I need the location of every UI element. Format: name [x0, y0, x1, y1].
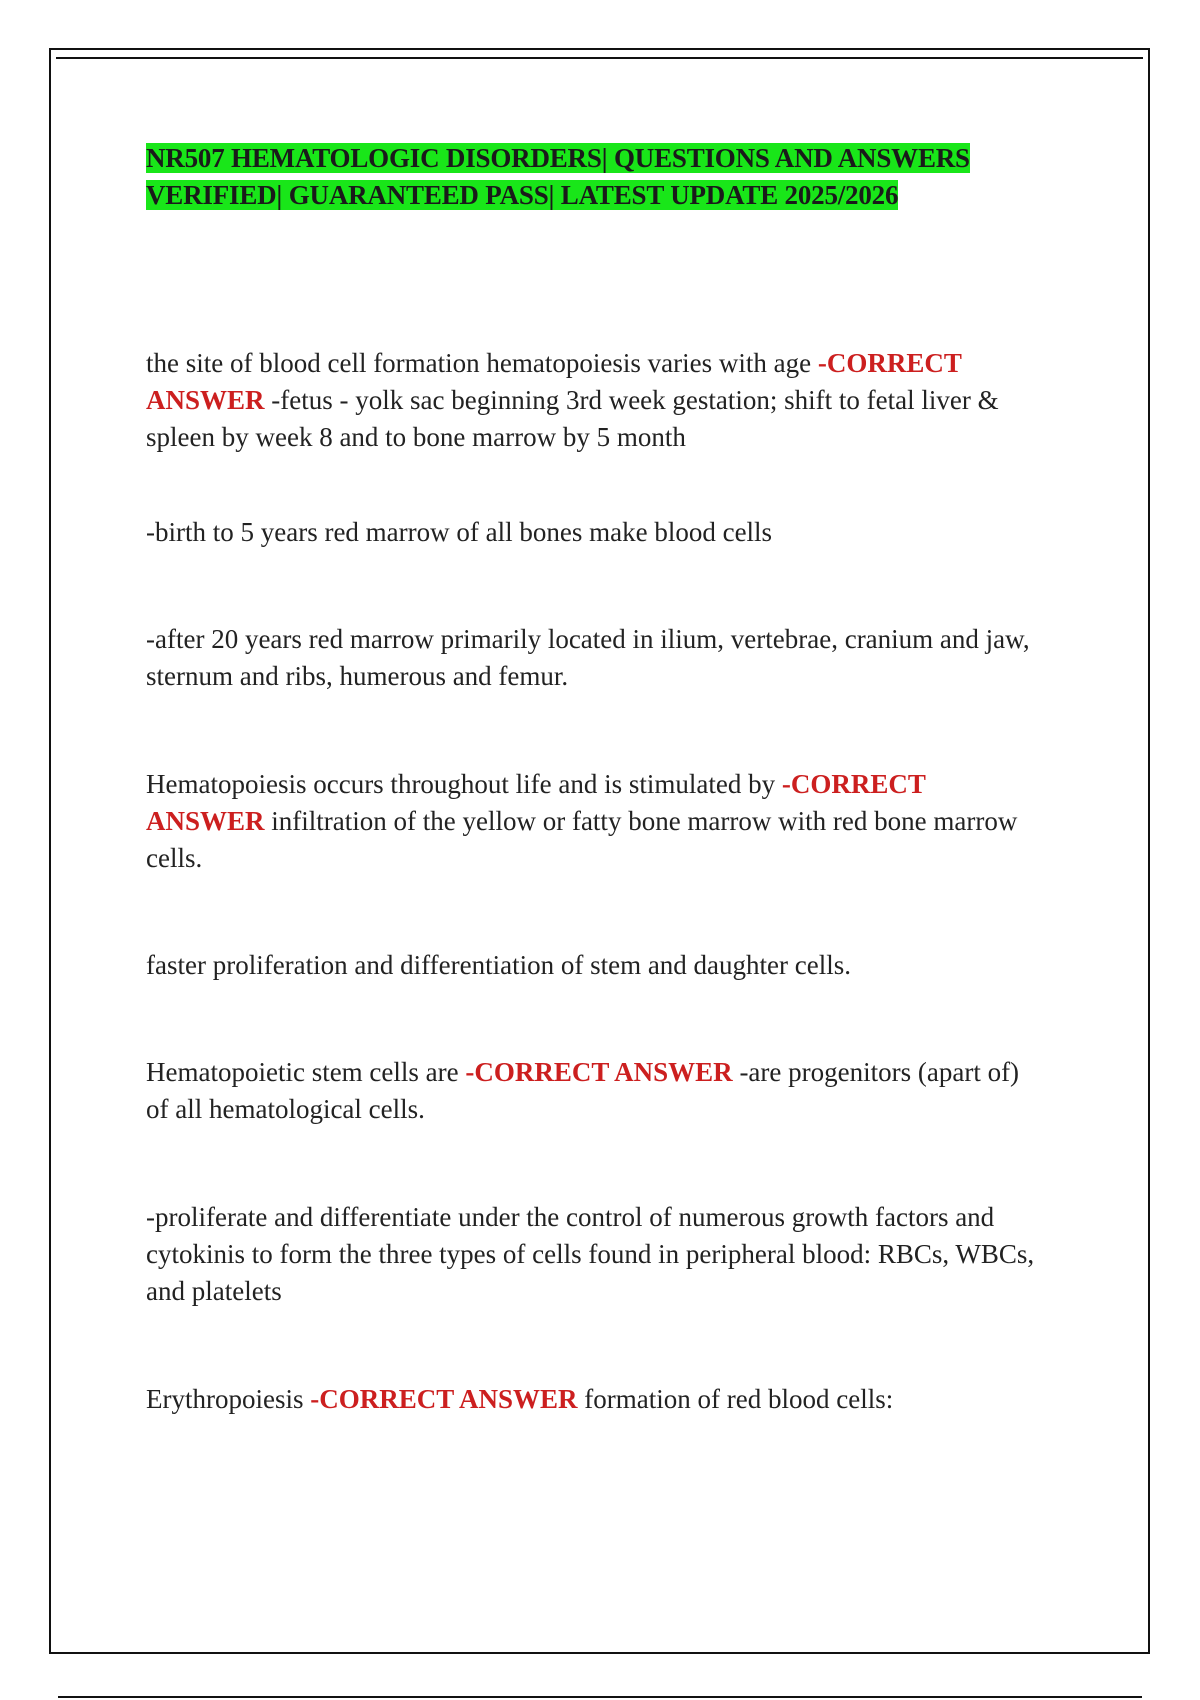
correct-answer-marker: -CORRECT ANSWER	[465, 1057, 733, 1087]
qa-block-3	[146, 1054, 1046, 1128]
title-line-2: VERIFIED| GUARANTEED PASS| LATEST UPDATE 2025/2026	[146, 180, 899, 210]
qa-block-4	[146, 1381, 1046, 1418]
note-text: faster proliferation and differentiation of stem and daughter cells.	[146, 950, 851, 980]
note-text: -birth to 5 years red marrow of all bones make blood cells	[146, 517, 773, 547]
document-title	[146, 140, 1046, 214]
question-text: Hematopoietic stem cells are	[146, 1057, 466, 1087]
qa-block-1	[146, 345, 1046, 456]
answer-text: -are progenitors (apart of) of all hematological cells.	[146, 1057, 1020, 1124]
answer-text: infiltration of the yellow or fatty bone marrow with red bone marrow cells.	[146, 806, 1018, 873]
note-block-2	[146, 621, 1046, 695]
correct-answer-marker: -CORRECT ANSWER	[146, 348, 962, 415]
correct-answer-marker: -CORRECT ANSWER	[310, 1384, 578, 1414]
top-rule	[56, 57, 1143, 59]
note-block-3	[146, 947, 1046, 984]
note-block-1	[146, 514, 1046, 551]
document-body	[146, 140, 1046, 1414]
question-text: Erythropoiesis	[146, 1384, 311, 1414]
answer-text: formation of red blood cells:	[577, 1384, 894, 1414]
answer-text: -fetus - yolk sac beginning 3rd week gestation; shift to fetal liver & spleen by week 8 and to bone marrow by 5 month	[146, 385, 999, 452]
question-text: Hematopoiesis occurs throughout life and is stimulated by	[146, 769, 782, 799]
bottom-rule	[58, 1696, 1142, 1698]
correct-answer-marker: -CORRECT ANSWER	[146, 769, 926, 836]
note-block-4	[146, 1199, 1046, 1310]
note-text: -proliferate and differentiate under the control of numerous growth factors and cytokinis to form the three types of cells found in peripheral blood: RBCs, WBCs, and platelets	[146, 1202, 1035, 1306]
note-text: -after 20 years red marrow primarily located in ilium, vertebrae, cranium and jaw, sternum and ribs, humerous and femur.	[146, 624, 1030, 691]
qa-block-2	[146, 766, 1046, 877]
title-line-1: NR507 HEMATOLOGIC DISORDERS| QUESTIONS AND ANSWERS	[146, 143, 970, 173]
question-text: the site of blood cell formation hematopoiesis varies with age	[146, 348, 818, 378]
